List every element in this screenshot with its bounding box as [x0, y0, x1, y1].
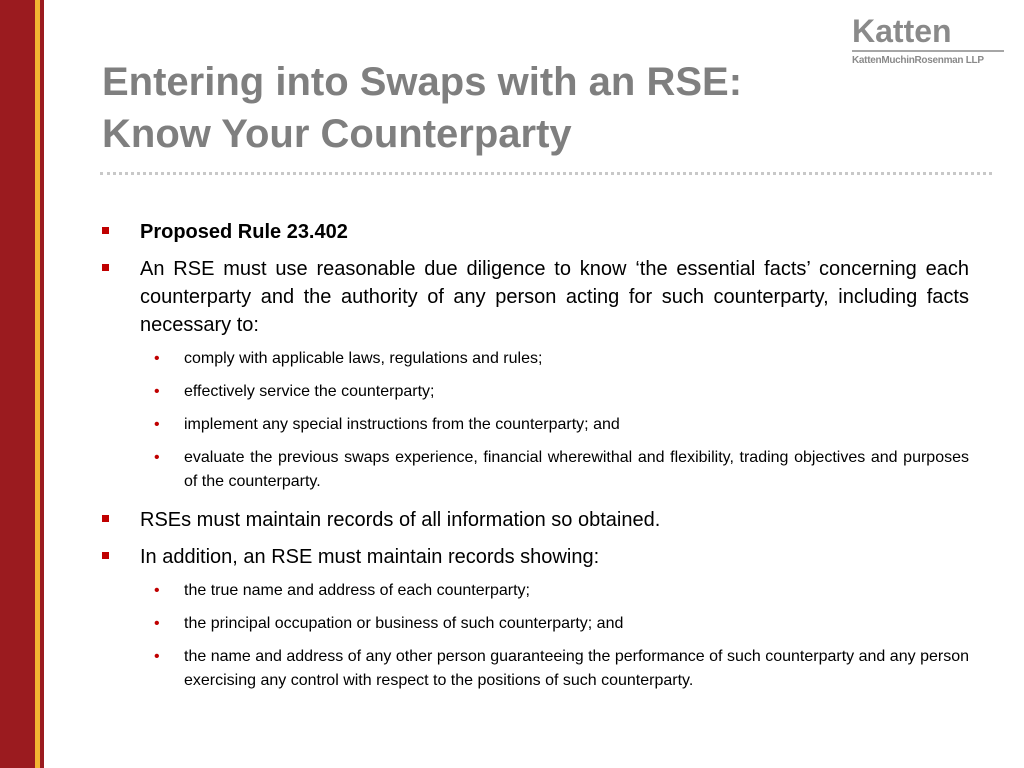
- round-bullet-icon: •: [154, 582, 160, 599]
- sub-bullet: [102, 645, 969, 693]
- sub-bullet-text: the true name and address of each counterparty;: [184, 582, 530, 599]
- sub-bullet-text: effectively service the counterparty;: [184, 383, 435, 400]
- round-bullet-icon: •: [154, 615, 160, 632]
- sub-bullet-text: comply with applicable laws, regulations and rules;: [184, 350, 543, 367]
- sub-bullet: [102, 446, 969, 494]
- bullet-text: RSEs must maintain records of all information so obtained.: [140, 509, 661, 531]
- left-accent-bar-red-thin: [40, 0, 44, 768]
- left-accent-bar-red: [0, 0, 35, 768]
- sub-bullet: [102, 413, 969, 437]
- bullet-proposed-rule: [102, 218, 969, 246]
- bullet-text: In addition, an RSE must maintain records showing:: [140, 546, 600, 568]
- sub-bullet: [102, 380, 969, 404]
- round-bullet-icon: •: [154, 350, 160, 367]
- round-bullet-icon: •: [154, 449, 160, 466]
- bullet-due-diligence: [102, 255, 969, 339]
- round-bullet-icon: •: [154, 648, 160, 665]
- bullet-text: An RSE must use reasonable due diligence to know ‘the essential facts’ concerning each counterparty and the authority of any person acting for such counterparty, including facts necessary to:: [140, 258, 969, 336]
- slide-title-line-2: Know Your Counterparty: [102, 112, 572, 156]
- bullet-text: Proposed Rule 23.402: [140, 221, 348, 243]
- sub-bullet: [102, 612, 969, 636]
- slide-content: [102, 218, 969, 705]
- sub-bullet-list: [102, 347, 969, 494]
- round-bullet-icon: •: [154, 416, 160, 433]
- logo-subtitle: KattenMuchinRosenman LLP: [852, 55, 984, 66]
- sub-bullet: [102, 347, 969, 371]
- bullet-maintain-records: [102, 506, 969, 534]
- square-bullet-icon: [102, 264, 109, 271]
- dotted-divider: [100, 172, 992, 175]
- bullet-additional-records: [102, 543, 969, 571]
- logo-rule: [852, 50, 1004, 52]
- sub-bullet-text: the name and address of any other person guaranteeing the performance of such counterparty and any person exercising any control with respect to the positions of such counterparty.: [184, 648, 969, 689]
- logo-wordmark: Katten: [852, 13, 952, 49]
- square-bullet-icon: [102, 552, 109, 559]
- slide-title-line-1: Entering into Swaps with an RSE:: [102, 60, 743, 104]
- sub-bullet-text: implement any special instructions from the counterparty; and: [184, 416, 620, 433]
- sub-bullet-list: [102, 579, 969, 693]
- katten-logo: [852, 14, 1004, 66]
- round-bullet-icon: •: [154, 383, 160, 400]
- sub-bullet: [102, 579, 969, 603]
- square-bullet-icon: [102, 227, 109, 234]
- slide-title: [102, 56, 842, 160]
- square-bullet-icon: [102, 515, 109, 522]
- sub-bullet-text: evaluate the previous swaps experience, financial wherewithal and flexibility, trading objectives and purposes of the counterparty.: [184, 449, 969, 490]
- sub-bullet-text: the principal occupation or business of such counterparty; and: [184, 615, 624, 632]
